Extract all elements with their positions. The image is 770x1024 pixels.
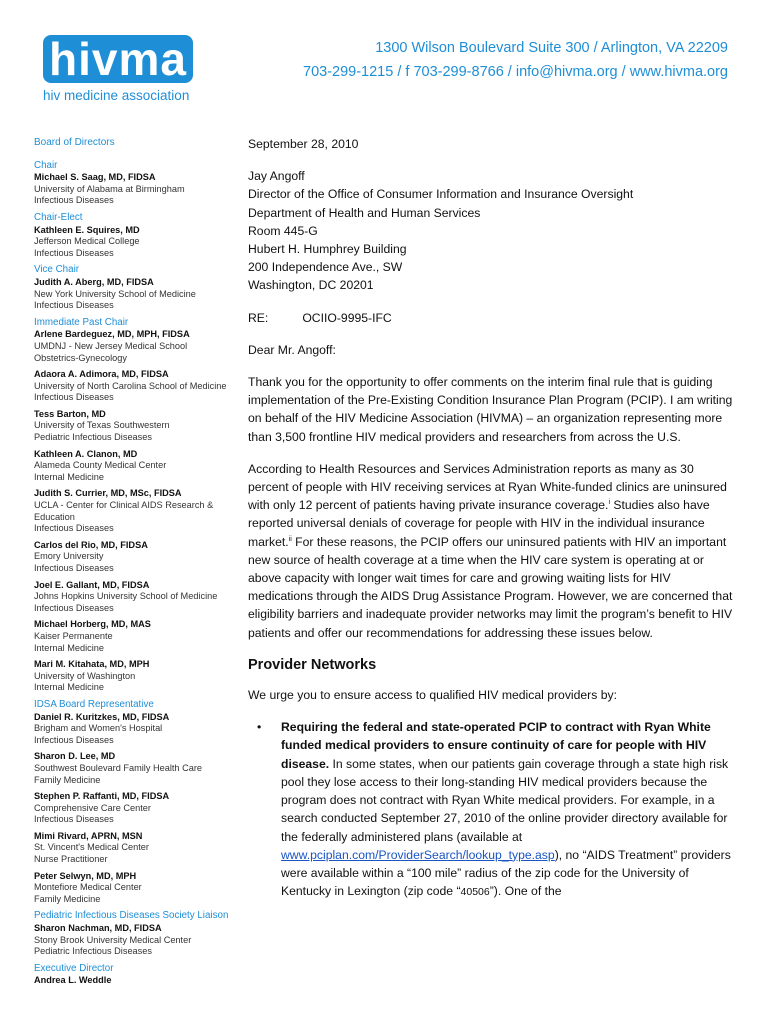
logo-text: hivma (49, 33, 187, 85)
recipient-line: Department of Health and Human Services (248, 205, 481, 220)
board-member-affiliation: Infectious Diseases (34, 523, 114, 534)
board-member-affiliation: Alameda County Medical Center (34, 460, 167, 471)
board-member-affiliation: Infectious Diseases (34, 734, 114, 745)
board-member-affiliation: Infectious Diseases (34, 814, 114, 825)
board-member-affiliation: Infectious Diseases (34, 602, 114, 613)
board-role-heading: Pediatric Infectious Diseases Society Liaison (34, 910, 229, 922)
endnote-i: i (608, 499, 610, 507)
bullet-text-c: ”). One of the (489, 884, 562, 899)
board-member-affiliation: Comprehensive Care Center (34, 802, 151, 813)
board-member-affiliation: UCLA - Center for Clinical AIDS Research & (34, 500, 214, 511)
board-member (34, 329, 234, 364)
board-member-name: Sharon D. Lee, MD (34, 751, 116, 762)
board-member-affiliation: Family Medicine (34, 774, 101, 785)
board-member-affiliation: New York University School of Medicine (34, 288, 196, 299)
board-member-affiliation: Pediatric Infectious Diseases (34, 946, 152, 957)
board-role-heading: IDSA Board Representative (34, 698, 154, 710)
recipient-line: Jay Angoff (248, 169, 305, 184)
zip-code: 40506 (460, 886, 490, 899)
board-member (34, 923, 234, 958)
board-member (34, 659, 234, 694)
paragraph-intro: Thank you for the opportunity to offer comments on the interim final rule that is guiding implementation of the Pre-Existing Condition Insurance Plan Program (PCIP). I am writing on behalf of the HIV Medicine Association (HIVMA) – an organization representing more than 3,500 frontline HIV medical providers and researchers from across the U.S. (248, 375, 733, 444)
salutation: Dear Mr. Angoff: (248, 342, 336, 357)
board-member (34, 225, 234, 260)
letterhead-contact (303, 36, 728, 84)
board-member (34, 580, 234, 615)
board-member-affiliation: University of Alabama at Birmingham (34, 183, 185, 194)
board-role-heading: Vice Chair (34, 264, 80, 276)
board-member-affiliation: Stony Brook University Medical Center (34, 934, 192, 945)
board-member-affiliation: Montefiore Medical Center (34, 882, 142, 893)
recipient-line: Washington, DC 20201 (248, 278, 374, 293)
board-member-affiliation: University of North Carolina School of Medicine (34, 380, 227, 391)
contact-line: 703-299-1215 / f 703-299-8766 / info@hivma.org / www.hivma.org (303, 64, 728, 80)
section-heading-provider-networks: Provider Networks (248, 656, 377, 673)
bullet-icon: • (257, 720, 262, 735)
board-member-affiliation: University of Texas Southwestern (34, 420, 170, 431)
re-label: RE: (248, 310, 269, 325)
board-member (34, 488, 234, 534)
paragraph-statistics (248, 460, 734, 642)
board-member-name: Daniel R. Kuritzkes, MD, FIDSA (34, 711, 170, 722)
board-member-affiliation: Infectious Diseases (34, 563, 114, 573)
board-member-affiliation: Obstetrics-Gynecology (34, 352, 127, 363)
board-role-heading: Executive Director (34, 962, 114, 974)
recipient-line: Hubert H. Humphrey Building (248, 242, 407, 257)
reference-line (248, 309, 734, 327)
board-member-affiliation: Education (34, 511, 75, 522)
board-member (34, 619, 234, 654)
board-member-name: Carlos del Rio, MD, FIDSA (34, 539, 148, 550)
board-member-name: Michael S. Saag, MD, FIDSA (34, 172, 156, 183)
board-member (34, 369, 234, 404)
board-member (34, 751, 234, 786)
recipient-line: Room 445-G (248, 223, 318, 238)
board-member (34, 975, 234, 987)
board-member-name: Sharon Nachman, MD, FIDSA (34, 923, 162, 934)
board-member (34, 409, 234, 444)
bullet-item (248, 718, 734, 901)
re-value: OCIIO-9995-IFC (302, 310, 392, 325)
board-member-name: Kathleen E. Squires, MD (34, 224, 140, 235)
board-member-affiliation: Infectious Diseases (34, 247, 114, 258)
board-member-name: Stephen P. Raffanti, MD, FIDSA (34, 791, 170, 802)
board-member (34, 540, 234, 575)
board-member (34, 449, 234, 484)
bullet-text-a: In some states, when our patients gain coverage through a state high risk pool they lose access to their long-standing HIV medical providers because the program does not contract with Ryan White medical providers. For example, in a search conducted September 27, 2010 of the online provider directory available for the federally administered plans (available at (281, 756, 729, 844)
para2-text-a: According to Health Resources and Services Administration reports as many as 30 percent of people with HIV receiving services at Ryan White-funded clinics are uninsured with only 12 percent of patients having private insurance coverage. (248, 461, 727, 513)
board-member-name: Kathleen A. Clanon, MD (34, 448, 138, 459)
board-member-name: Peter Selwyn, MD, MPH (34, 870, 137, 881)
board-member-affiliation: Infectious Diseases (34, 392, 114, 403)
board-member (34, 172, 234, 207)
endnote-ii: ii (288, 535, 292, 543)
address-line: 1300 Wilson Boulevard Suite 300 / Arlington, VA 22209 (375, 40, 728, 56)
board-member-name: Michael Horberg, MD, MAS (34, 619, 151, 630)
para2-text-c: For these reasons, the PCIP offers our uninsured patients with HIV an important new source of health coverage at a time when the HIV care system is operating at or above capacity with longer wait times for care and growing waiting lists for HIV medications through the AIDS Drug Assistance Program. However, we are concerned that eligibility barriers and inadequate provider networks may limit the program’s benefit to HIV patients and offer our recommendations for addressing these issues below. (248, 534, 733, 640)
board-member-affiliation: UMDNJ - New Jersey Medical School (34, 340, 188, 351)
recipient-line: Director of the Office of Consumer Information and Insurance Oversight (248, 187, 634, 202)
board-member-affiliation: Infectious Diseases (34, 300, 114, 311)
recipient-line: 200 Independence Ave., SW (248, 260, 403, 275)
board-member-name: Judith A. Aberg, MD, FIDSA (34, 276, 154, 287)
letter-body (248, 135, 734, 901)
board-member-affiliation: Nurse Practitioner (34, 854, 108, 865)
board-member-name: Adaora A. Adimora, MD, FIDSA (34, 369, 169, 380)
board-member-name: Joel E. Gallant, MD, FIDSA (34, 579, 150, 590)
board-member-affiliation: Kaiser Permanente (34, 630, 113, 641)
hivma-logo (43, 35, 193, 83)
section-intro: We urge you to ensure access to qualified HIV medical providers by: (248, 688, 617, 703)
provider-search-link[interactable]: www.pciplan.com/ProviderSearch/lookup_type.asp (281, 847, 555, 862)
board-member (34, 791, 234, 826)
bullet-text-b: ), no “AIDS Treatment” providers were available within a “100 mile” radius of the zip code for the University of Kentucky in Lexington (zip code “ (281, 847, 731, 899)
board-member-name: Mimi Rivard, APRN, MSN (34, 830, 143, 841)
board-member-affiliation: Brigham and Women's Hospital (34, 723, 163, 734)
board-member-affiliation: Internal Medicine (34, 642, 104, 653)
board-role-heading: Immediate Past Chair (34, 316, 129, 328)
bullet-bold-text: Requiring the federal and state-operated PCIP to contract with Ryan White funded medical providers to ensure continuity of care for people with HIV disease. (281, 720, 711, 771)
board-of-directors-sidebar (34, 137, 234, 992)
board-member-name: Arlene Bardeguez, MD, MPH, FIDSA (34, 329, 190, 340)
board-role-heading: Chair-Elect (34, 211, 83, 223)
board-member (34, 871, 234, 906)
recipient-address (248, 167, 734, 294)
letter-date: September 28, 2010 (248, 137, 359, 151)
board-member-affiliation: Emory University (34, 551, 104, 562)
board-member (34, 277, 234, 312)
board-member-name: Tess Barton, MD (34, 408, 106, 419)
board-member-name: Judith S. Currier, MD, MSc, FIDSA (34, 488, 182, 499)
board-member-name: Andrea L. Weddle (34, 975, 112, 986)
board-member-affiliation: Johns Hopkins University School of Medicine (34, 591, 218, 602)
board-member-affiliation: St. Vincent's Medical Center (34, 842, 149, 853)
board-role-heading: Chair (34, 159, 58, 171)
para2-text-b: Studies also have reported universal denials of coverage for people with HIV in the individual insurance market. (248, 498, 710, 549)
board-heading: Board of Directors (34, 137, 115, 148)
board-member-affiliation: University of Washington (34, 670, 136, 681)
board-member-name: Mari M. Kitahata, MD, MPH (34, 659, 150, 670)
board-member-affiliation: Southwest Boulevard Family Health Care (34, 762, 203, 773)
board-member-affiliation: Internal Medicine (34, 471, 104, 482)
board-member-affiliation: Pediatric Infectious Diseases (34, 432, 152, 443)
board-member-affiliation: Internal Medicine (34, 682, 104, 693)
board-member (34, 712, 234, 747)
board-member (34, 831, 234, 866)
board-member-affiliation: Jefferson Medical College (34, 236, 140, 247)
board-groups (34, 160, 234, 987)
board-member-affiliation: Infectious Diseases (34, 195, 114, 206)
board-member-affiliation: Family Medicine (34, 893, 101, 904)
logo-subtitle: hiv medicine association (43, 88, 190, 103)
